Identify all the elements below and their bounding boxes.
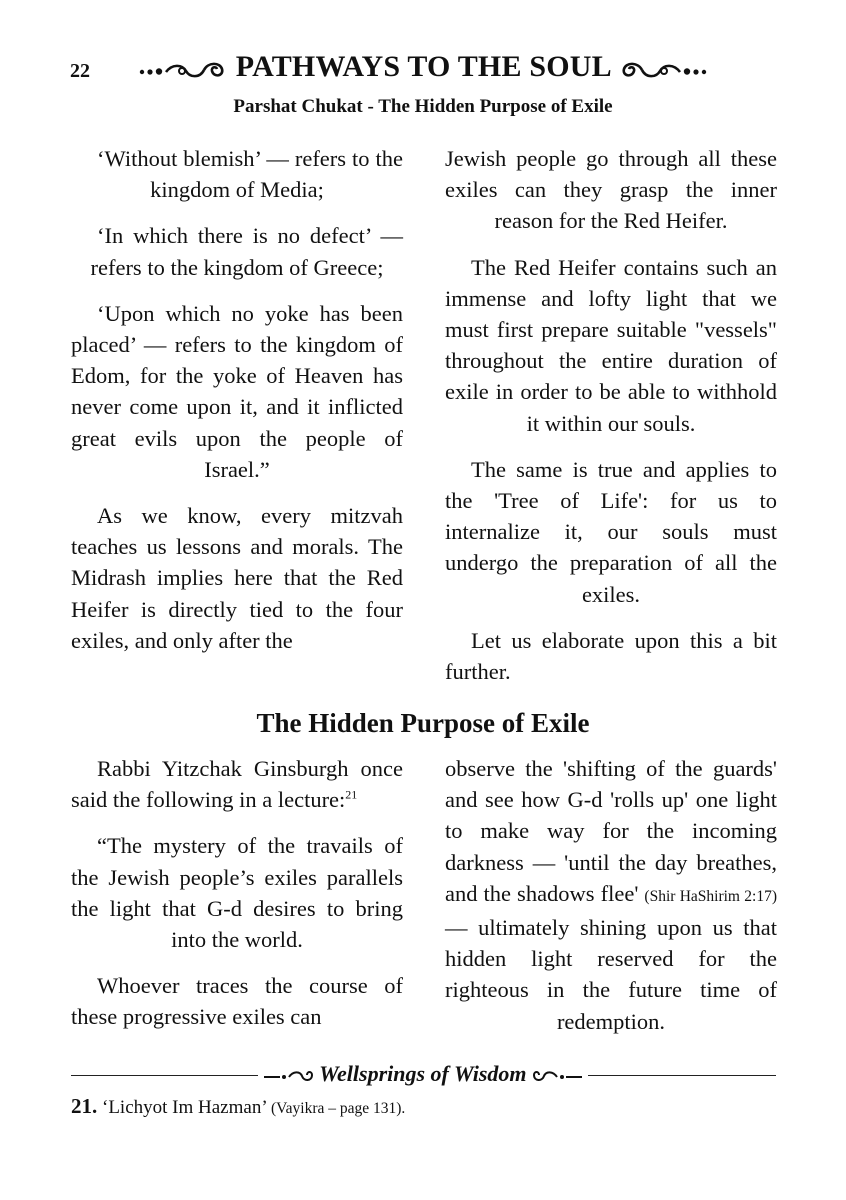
page-number: 22 xyxy=(70,60,90,82)
section-heading: The Hidden Purpose of Exile xyxy=(256,708,590,738)
paragraph-text: observe the 'shifting of the guards' and see how G-d 'rolls up' one light to make way for the incoming darkness — 'until the day breathes, and the shadows flee' xyxy=(445,756,777,906)
paragraph: Whoever traces the course of these progressive exiles can xyxy=(71,973,403,1030)
running-title-text: PATHWAYS TO THE SOUL xyxy=(235,50,611,83)
paragraph xyxy=(445,753,777,1037)
paragraph: ‘Without blemish’ — refers to the kingdom of Media; xyxy=(97,146,403,203)
bottom-right-column xyxy=(445,753,777,1037)
footer-title xyxy=(0,1061,846,1087)
ornament-left-icon xyxy=(262,1068,314,1084)
footer-title-text: Wellsprings of Wisdom xyxy=(319,1061,527,1086)
paragraph xyxy=(71,753,403,815)
paragraph-text: — ultimately shining upon us that hidden light reserved for the righteous in the future time of redemption. xyxy=(445,915,777,1034)
paragraph: The same is true and applies to the 'Tree of Life': for us to internalize it, our souls must undergo the preparation of all the exiles. xyxy=(445,456,777,607)
bottom-left-column xyxy=(71,753,403,1033)
top-right-column xyxy=(445,143,777,687)
citation: (Shir HaShirim 2:17) xyxy=(644,887,777,905)
paragraph: Jewish people go through all these exiles can they grasp the inner reason for the Red Heifer. xyxy=(445,146,777,234)
paragraph: ‘In which there is no defect’ — refers to the kingdom of Greece; xyxy=(90,223,403,280)
paragraph: The Red Heifer contains such an immense and lofty light that we must first prepare suitable "vessels" throughout the entire duration of exile in order to be able to withhold it within our souls. xyxy=(445,254,777,436)
top-left-column xyxy=(71,143,403,656)
footnote-source: (Vayikra – page 131). xyxy=(271,1100,406,1117)
paragraph: As we know, every mitzvah teaches us lessons and morals. The Midrash implies here that the Red Heifer is directly tied to the four exiles, and only after the xyxy=(71,503,403,653)
paragraph: ‘Upon which no yoke has been placed’ — refers to the kingdom of Edom, for the yoke of Heaven has never come upon it, and it inflicted great evils upon the people of Israel.” xyxy=(71,300,403,482)
footnote-number: 21. xyxy=(71,1094,98,1118)
running-title xyxy=(0,50,846,84)
ornament-left-icon xyxy=(138,58,228,80)
ornament-right-icon xyxy=(532,1068,584,1084)
footnote-text: ‘Lichyot Im Hazman’ xyxy=(102,1097,267,1118)
chapter-subtitle: Parshat Chukat - The Hidden Purpose of Exile xyxy=(233,96,613,117)
paragraph-text: Rabbi Yitzchak Ginsburgh once said the following in a lecture: xyxy=(71,756,403,813)
footnote-ref: 21 xyxy=(345,787,358,802)
ornament-right-icon xyxy=(618,58,708,80)
footnote xyxy=(71,1094,405,1119)
paragraph: “The mystery of the travails of the Jewish people’s exiles parallels the light that G-d desires to bring into the world. xyxy=(71,833,403,953)
paragraph: Let us elaborate upon this a bit further. xyxy=(445,627,777,685)
